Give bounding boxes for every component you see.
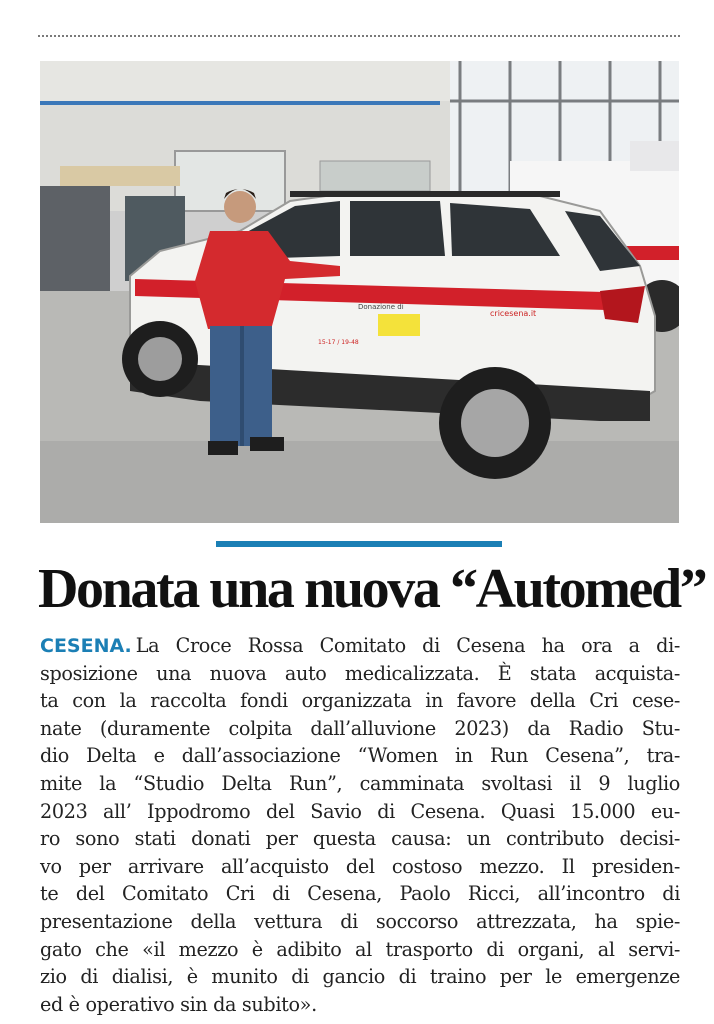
body-line: ed è operativo sin da subito». <box>40 992 317 1016</box>
article-photo <box>40 61 679 523</box>
body-line: te del Comitato Cri di Cesena, Paolo Ricci, all’incontro di <box>40 882 680 906</box>
body-line: dio Delta e dall’associazione “Women in Run Cesena”, tra- <box>40 744 680 768</box>
body-line: ro sono stati donati per questa causa: un contributo decisi- <box>40 827 680 851</box>
body-line: vo per arrivare all’acquisto del costoso mezzo. Il presiden- <box>40 854 680 878</box>
location-kicker: CESENA. <box>40 635 132 657</box>
body-line: ta con la raccolta fondi organizzata in favore della Cri cese- <box>40 689 680 713</box>
body-line: presentazione della vettura di soccorso attrezzata, ha spie- <box>40 909 680 933</box>
body-line: gato che «il mezzo è adibito al trasporto di organi, al servi- <box>40 937 680 961</box>
body-line: CESENA. La Croce Rossa Comitato di Cesena ha ora a di- <box>40 634 680 657</box>
body-line: sposizione una nuova auto medicalizzata. È stata acquista- <box>40 661 680 685</box>
article-body <box>40 632 680 1018</box>
top-dotted-rule <box>38 35 680 37</box>
car-decal-donation: Donazione di <box>358 303 404 311</box>
body-line: mite la “Studio Delta Run”, camminata svoltasi il 9 luglio <box>40 771 680 795</box>
article-headline: Donata una nuova “Automed” <box>38 558 706 620</box>
body-line: nate (duramente colpita dall’alluvione 2023) da Radio Stu- <box>40 716 680 740</box>
body-line: zio di dialisi, è munito di gancio di traino per le emergenze <box>40 965 680 989</box>
headline-accent-bar <box>216 541 502 547</box>
car-decal-dates: 15-17 / 19-48 <box>318 339 359 346</box>
body-line: 2023 all’ Ippodromo del Savio di Cesena. Quasi 15.000 eu- <box>40 799 680 823</box>
car-decal-site: cricesena.it <box>490 309 537 318</box>
